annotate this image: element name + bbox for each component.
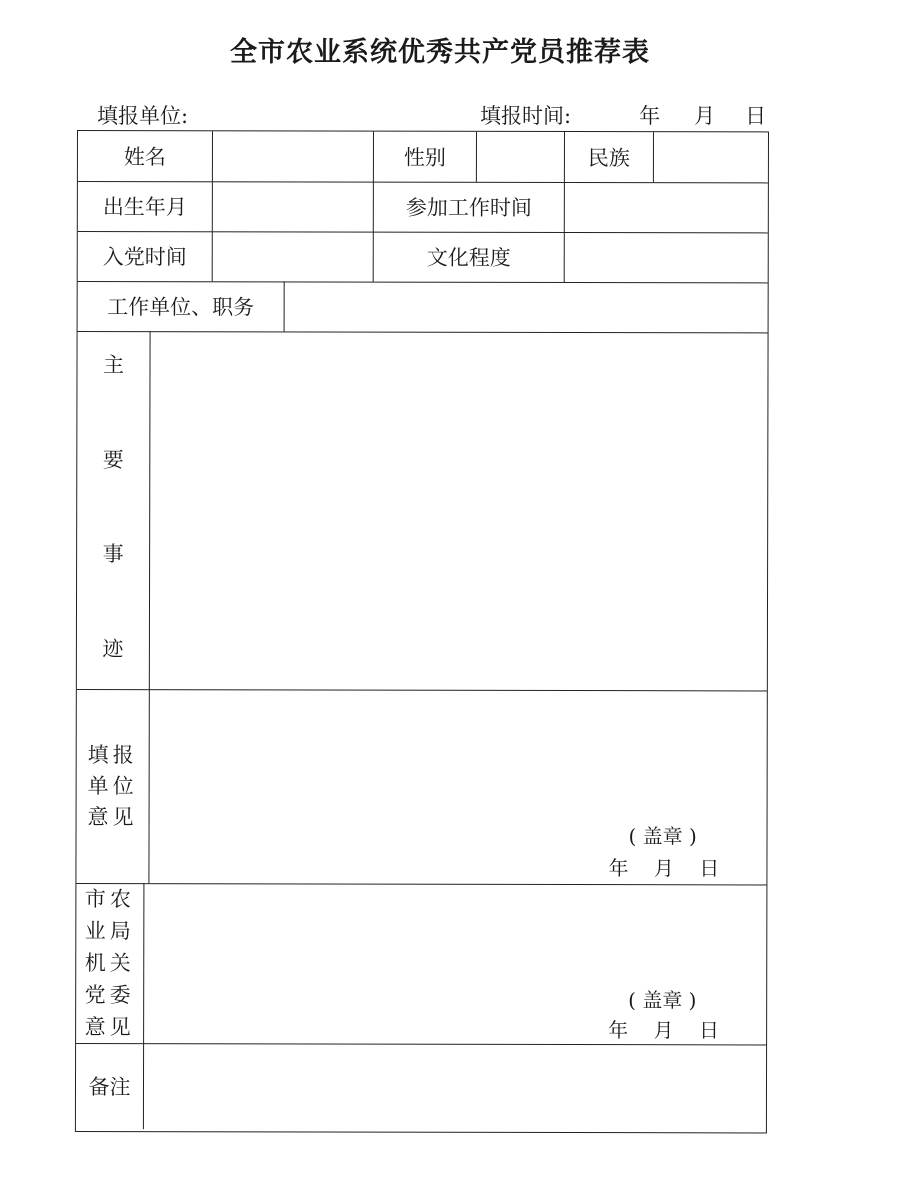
deeds-char-1: 主: [102, 353, 125, 378]
row-remarks: [76, 1043, 766, 1130]
bureau-stamp-label: ( 盖章 ): [628, 988, 697, 1013]
education-label: 文化程度: [374, 232, 565, 282]
unit-opinion-date: 年 月 日: [608, 856, 720, 881]
row-unit-opinion: [76, 689, 766, 885]
ethnicity-label: 民族: [565, 132, 654, 182]
unit-stamp-label: ( 盖章 ): [628, 824, 697, 849]
recommendation-form-table: [75, 130, 769, 1133]
remarks-label: 备注: [76, 1043, 144, 1129]
year-label: 年: [639, 104, 661, 128]
bureau-opinion-date: 年 月 日: [608, 1018, 720, 1043]
form-title: 全市农业系统优秀共产党员推荐表: [230, 37, 650, 68]
day-label: 日: [745, 104, 767, 128]
join-party-field[interactable]: [213, 231, 374, 281]
workplace-field[interactable]: [285, 281, 768, 332]
reporting-time-label: 填报时间:: [480, 104, 572, 128]
name-label: 姓名: [78, 131, 213, 181]
work-start-label: 参加工作时间: [374, 182, 565, 232]
education-field[interactable]: [565, 232, 768, 282]
row-main-deeds: [77, 331, 768, 691]
row-birth-work: [78, 181, 768, 233]
reporting-time: [480, 100, 766, 130]
bureau-opinion-label: 市农 业局 机关 党委 意见: [76, 883, 144, 1043]
workplace-label: 工作单位、职务: [78, 281, 285, 331]
month-label: 月: [694, 104, 716, 128]
main-deeds-field[interactable]: [150, 331, 768, 690]
deeds-char-4: 迹: [102, 637, 124, 662]
remarks-field[interactable]: [144, 1043, 766, 1130]
deeds-char-3: 事: [102, 542, 124, 567]
work-start-field[interactable]: [565, 182, 768, 232]
birth-field[interactable]: [213, 181, 374, 231]
main-deeds-label: [77, 331, 151, 689]
name-field[interactable]: [213, 131, 374, 181]
gender-label: 性别: [374, 132, 477, 182]
gender-field[interactable]: [477, 132, 565, 182]
unit-opinion-label: 填报 单位 意见: [76, 689, 149, 883]
join-party-label: 入党时间: [78, 231, 213, 281]
row-basic-info: [78, 131, 768, 183]
row-workplace: [78, 281, 768, 333]
row-bureau-opinion: [76, 883, 766, 1045]
birth-label: 出生年月: [78, 181, 213, 231]
ethnicity-field[interactable]: [654, 132, 768, 182]
row-party-education: [78, 231, 768, 283]
deeds-char-2: 要: [102, 447, 124, 472]
reporting-unit-label: 填报单位:: [97, 104, 189, 128]
